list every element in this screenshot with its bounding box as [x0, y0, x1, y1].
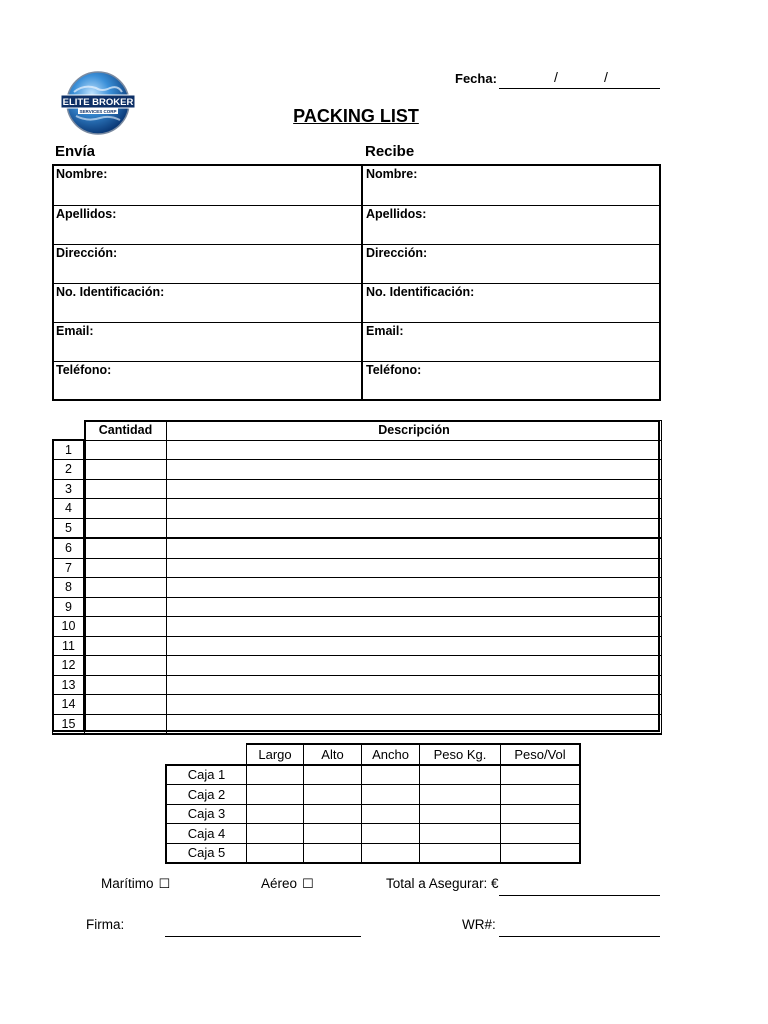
box-cell[interactable]	[304, 765, 362, 785]
maritime-checkbox-icon[interactable]: ☐	[158, 877, 171, 892]
items-header-row	[53, 421, 662, 441]
logo-subtext: SERVICES CORP	[79, 109, 117, 114]
box-label: Caja 1	[166, 765, 247, 785]
boxes-header-row	[166, 744, 580, 765]
row-number: 9	[53, 597, 85, 617]
receiver-heading: Recibe	[365, 143, 415, 160]
boxes-table	[165, 743, 581, 864]
table-row	[53, 617, 662, 637]
description-cell[interactable]	[167, 538, 662, 558]
table-row	[166, 843, 580, 863]
party-row-direccion[interactable]	[54, 244, 659, 284]
date-separator: /	[604, 69, 608, 85]
page-title: PACKING LIST	[293, 106, 419, 126]
width-header: Ancho	[362, 744, 420, 765]
box-label: Caja 4	[166, 824, 247, 844]
sender-field-label: Apellidos:	[56, 207, 117, 221]
length-header: Largo	[247, 744, 304, 765]
height-header: Alto	[304, 744, 362, 765]
description-cell[interactable]	[167, 617, 662, 637]
sender-heading: Envía	[55, 143, 96, 160]
description-cell[interactable]	[167, 714, 662, 734]
sender-field-label: Teléfono:	[56, 363, 112, 377]
table-row	[53, 636, 662, 656]
description-cell[interactable]	[167, 675, 662, 695]
box-cell[interactable]	[247, 843, 304, 863]
table-row	[53, 656, 662, 676]
party-details-grid	[52, 164, 661, 401]
maritime-option[interactable]	[101, 876, 170, 892]
party-row-identificacion[interactable]	[54, 283, 659, 323]
description-cell[interactable]	[167, 558, 662, 578]
description-cell[interactable]	[167, 460, 662, 480]
row-number: 12	[53, 656, 85, 676]
table-row	[166, 824, 580, 844]
quantity-cell[interactable]	[85, 460, 167, 480]
box-cell[interactable]	[501, 843, 581, 863]
weight-header: Peso Kg.	[420, 744, 501, 765]
quantity-cell[interactable]	[85, 499, 167, 519]
row-number: 6	[53, 538, 85, 558]
receiver-field-label: Nombre:	[366, 167, 418, 181]
row-number: 8	[53, 578, 85, 598]
quantity-cell[interactable]	[85, 578, 167, 598]
table-row	[53, 714, 662, 734]
box-cell[interactable]	[420, 843, 501, 863]
row-number: 11	[53, 636, 85, 656]
row-number: 1	[53, 440, 85, 460]
table-row	[53, 440, 662, 460]
maritime-label: Marítimo	[101, 876, 154, 891]
party-row-email[interactable]	[54, 322, 659, 362]
row-number: 5	[53, 518, 85, 538]
box-cell[interactable]	[420, 785, 501, 805]
table-row	[53, 558, 662, 578]
receiver-field-label: Dirección:	[366, 246, 428, 260]
description-header: Descripción	[167, 421, 662, 441]
row-number: 4	[53, 499, 85, 519]
box-cell[interactable]	[362, 824, 420, 844]
sender-field-label: Email:	[56, 324, 94, 338]
quantity-cell[interactable]	[85, 558, 167, 578]
signature-field[interactable]	[165, 936, 361, 937]
box-cell[interactable]	[304, 843, 362, 863]
description-cell[interactable]	[167, 597, 662, 617]
items-table	[52, 420, 662, 735]
air-option[interactable]	[261, 876, 314, 892]
description-cell[interactable]	[167, 636, 662, 656]
box-label: Caja 3	[166, 804, 247, 824]
box-cell[interactable]	[420, 804, 501, 824]
row-number: 3	[53, 479, 85, 499]
sender-field-label: Dirección:	[56, 246, 118, 260]
table-row	[53, 460, 662, 480]
box-label: Caja 5	[166, 843, 247, 863]
box-cell[interactable]	[247, 804, 304, 824]
signature-label: Firma:	[86, 917, 125, 932]
receiver-field-label: Teléfono:	[366, 363, 422, 377]
table-row	[166, 765, 580, 785]
box-cell[interactable]	[247, 765, 304, 785]
row-number: 2	[53, 460, 85, 480]
box-cell[interactable]	[362, 765, 420, 785]
wr-field[interactable]	[499, 936, 660, 937]
volumetric-weight-header: Peso/Vol	[501, 744, 581, 765]
row-number: 13	[53, 675, 85, 695]
quantity-cell[interactable]	[85, 695, 167, 715]
sender-field-label: No. Identificación:	[56, 285, 165, 299]
box-cell[interactable]	[501, 765, 581, 785]
row-number: 7	[53, 558, 85, 578]
quantity-cell[interactable]	[85, 714, 167, 734]
box-label: Caja 2	[166, 785, 247, 805]
description-cell[interactable]	[167, 479, 662, 499]
party-row-apellidos[interactable]	[54, 205, 659, 245]
insure-amount-field[interactable]	[499, 895, 660, 896]
date-separator: /	[554, 69, 558, 85]
table-row	[53, 499, 662, 519]
quantity-cell[interactable]	[85, 518, 167, 538]
quantity-cell[interactable]	[85, 479, 167, 499]
table-row	[166, 785, 580, 805]
description-cell[interactable]	[167, 578, 662, 598]
box-cell[interactable]	[362, 843, 420, 863]
receiver-field-label: Email:	[366, 324, 404, 338]
quantity-cell[interactable]	[85, 617, 167, 637]
box-cell[interactable]	[501, 804, 581, 824]
row-number: 10	[53, 617, 85, 637]
box-cell[interactable]	[501, 824, 581, 844]
insure-label: Total a Asegurar: €	[386, 876, 499, 891]
box-cell[interactable]	[420, 765, 501, 785]
table-row	[53, 518, 662, 538]
table-row	[53, 578, 662, 598]
date-label: Fecha:	[455, 71, 497, 86]
table-row	[53, 675, 662, 695]
box-cell[interactable]	[304, 785, 362, 805]
table-row	[166, 804, 580, 824]
date-field[interactable]	[499, 88, 660, 89]
box-cell[interactable]	[420, 824, 501, 844]
row-number: 15	[53, 714, 85, 734]
table-row	[53, 695, 662, 715]
box-cell[interactable]	[362, 785, 420, 805]
description-cell[interactable]	[167, 440, 662, 460]
air-checkbox-icon[interactable]: ☐	[302, 877, 314, 892]
air-label: Aéreo	[261, 876, 298, 891]
quantity-header: Cantidad	[85, 421, 167, 441]
quantity-cell[interactable]	[85, 597, 167, 617]
receiver-field-label: No. Identificación:	[366, 285, 475, 299]
logo-text: ELITE BROKER	[62, 97, 134, 108]
box-cell[interactable]	[304, 824, 362, 844]
box-cell[interactable]	[247, 785, 304, 805]
table-row	[53, 597, 662, 617]
party-row-nombre[interactable]	[54, 166, 659, 205]
table-row	[53, 479, 662, 499]
header-blank-cell	[166, 744, 247, 765]
box-cell[interactable]	[247, 824, 304, 844]
quantity-cell[interactable]	[85, 440, 167, 460]
quantity-cell[interactable]	[85, 656, 167, 676]
wr-label: WR#:	[462, 917, 496, 932]
receiver-field-label: Apellidos:	[366, 207, 427, 221]
quantity-cell[interactable]	[85, 675, 167, 695]
quantity-cell[interactable]	[85, 636, 167, 656]
column-divider	[361, 166, 363, 399]
box-cell[interactable]	[304, 804, 362, 824]
description-cell[interactable]	[167, 695, 662, 715]
party-row-telefono[interactable]	[54, 361, 659, 401]
table-row	[53, 538, 662, 558]
box-cell[interactable]	[362, 804, 420, 824]
description-cell[interactable]	[167, 499, 662, 519]
sender-field-label: Nombre:	[56, 167, 108, 181]
quantity-cell[interactable]	[85, 538, 167, 558]
description-cell[interactable]	[167, 656, 662, 676]
description-cell[interactable]	[167, 518, 662, 538]
row-number: 14	[53, 695, 85, 715]
box-cell[interactable]	[501, 785, 581, 805]
header-blank-cell	[53, 421, 85, 441]
